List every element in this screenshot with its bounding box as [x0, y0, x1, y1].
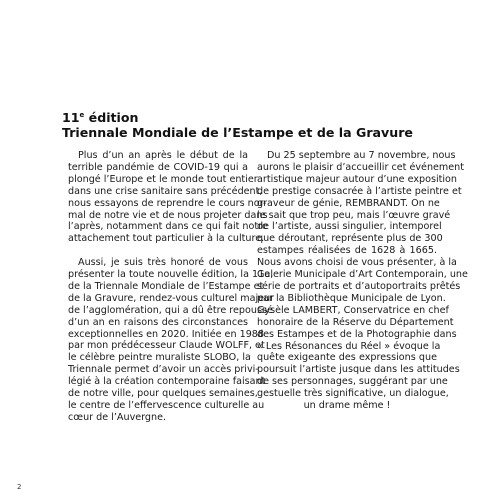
text-line: Plus d’un an après le début de la — [78, 150, 248, 161]
text-line: mal de notre vie et de nous projeter dans — [68, 209, 268, 221]
text-line: gestuelle très significative, un dialogue, — [257, 388, 449, 400]
edition-word: édition — [84, 110, 139, 125]
text-line: Gysèle LAMBERT, Conservatrice en chef — [257, 304, 449, 316]
text-line: de la Triennale Mondiale de l’Estampe et — [68, 280, 264, 292]
page-number: 2 — [17, 483, 22, 491]
right-column — [257, 150, 468, 412]
text-line: plongé l’Europe et le monde tout entier — [68, 173, 258, 185]
text-line: des Estampes et de la Photographie dans — [257, 328, 457, 340]
text-line: Triennale permet d’avoir un accès privi- — [68, 364, 259, 376]
text-line: par la Bibliothèque Municipale de Lyon. — [257, 292, 446, 304]
text-line: le célèbre peintre muraliste SLOBO, la — [68, 352, 251, 364]
paragraph — [68, 150, 268, 245]
text-line: Aussi, je suis très honoré de vous — [78, 257, 248, 269]
text-line: exceptionnelles en 2020. Initiée en 1988 — [68, 328, 265, 340]
left-column — [68, 150, 275, 424]
page-heading — [62, 108, 462, 140]
text-line: aurons le plaisir d’accueillir cet événement — [257, 161, 465, 173]
text-line: le sait que trop peu, mais l’œuvre gravé — [257, 209, 451, 221]
text-line: de prestige consacrée à l’artiste peintre et — [257, 185, 462, 197]
text-line: estampes réalisées de 1628 à 1665. — [257, 245, 437, 257]
text-line: nous essayons de reprendre le cours nor- — [68, 197, 267, 209]
text-line: cœur de l’Auvergne. — [68, 411, 167, 423]
page-title: Triennale Mondiale de l’Estampe et de la Gravure — [62, 125, 413, 140]
text-line: de l’artiste, aussi singulier, intemporel — [257, 221, 442, 233]
text-line: dans une crise sanitaire sans précédent, — [68, 185, 263, 197]
text-line: série de portraits et d’autoportraits prêtés — [257, 280, 461, 292]
text-line: attachement tout particulier à la culture. — [68, 233, 265, 245]
text-line: de la Gravure, rendez-vous culturel majeur — [68, 292, 275, 304]
text-line: par mon prédécesseur Claude WOLFF, et — [68, 340, 265, 352]
edition-number: 11 — [62, 110, 80, 125]
text-line: Du 25 septembre au 7 novembre, nous — [267, 150, 456, 161]
text-line: artistique majeur autour d’une exposition — [257, 173, 457, 185]
text-line: terrible pandémie de COVID-19 qui a — [68, 161, 248, 173]
edition-line — [62, 108, 462, 125]
text-line: Nous avons choisi de vous présenter, à la — [257, 257, 457, 269]
text-line: que déroutant, représente plus de 300 — [257, 233, 443, 245]
paragraph-gap — [68, 245, 248, 257]
text-line: un drame même ! — [303, 400, 391, 412]
text-line: honoraire de la Réserve du Département — [257, 316, 454, 328]
text-line: légié à la création contemporaine faisant — [68, 376, 266, 388]
text-line: poursuit l’artiste jusque dans les attitudes — [257, 364, 460, 376]
text-line: quête exigeante des expressions que — [257, 352, 437, 364]
edition-suffix: e — [79, 111, 85, 119]
text-line: d’un an en raisons des circonstances — [68, 316, 248, 328]
text-line: de notre ville, pour quelques semaines, — [68, 388, 258, 400]
text-line: graveur de génie, REMBRANDT. On ne — [257, 197, 440, 209]
text-line: le centre de l’effervescence culturelle au — [68, 400, 265, 412]
text-line: de ses personnages, suggérant par une — [257, 376, 448, 388]
text-line: l’après, notamment dans ce qui fait notre — [68, 221, 268, 233]
text-line: présenter la toute nouvelle édition, la 11e, — [68, 269, 274, 281]
text-line: « Les Résonances du Réel » évoque la — [257, 340, 441, 352]
paragraph — [68, 257, 275, 424]
text-line: Galerie Municipale d’Art Contemporain, une — [257, 269, 468, 281]
text-line: de l’agglomération, qui a dû être repoussé — [68, 304, 273, 316]
